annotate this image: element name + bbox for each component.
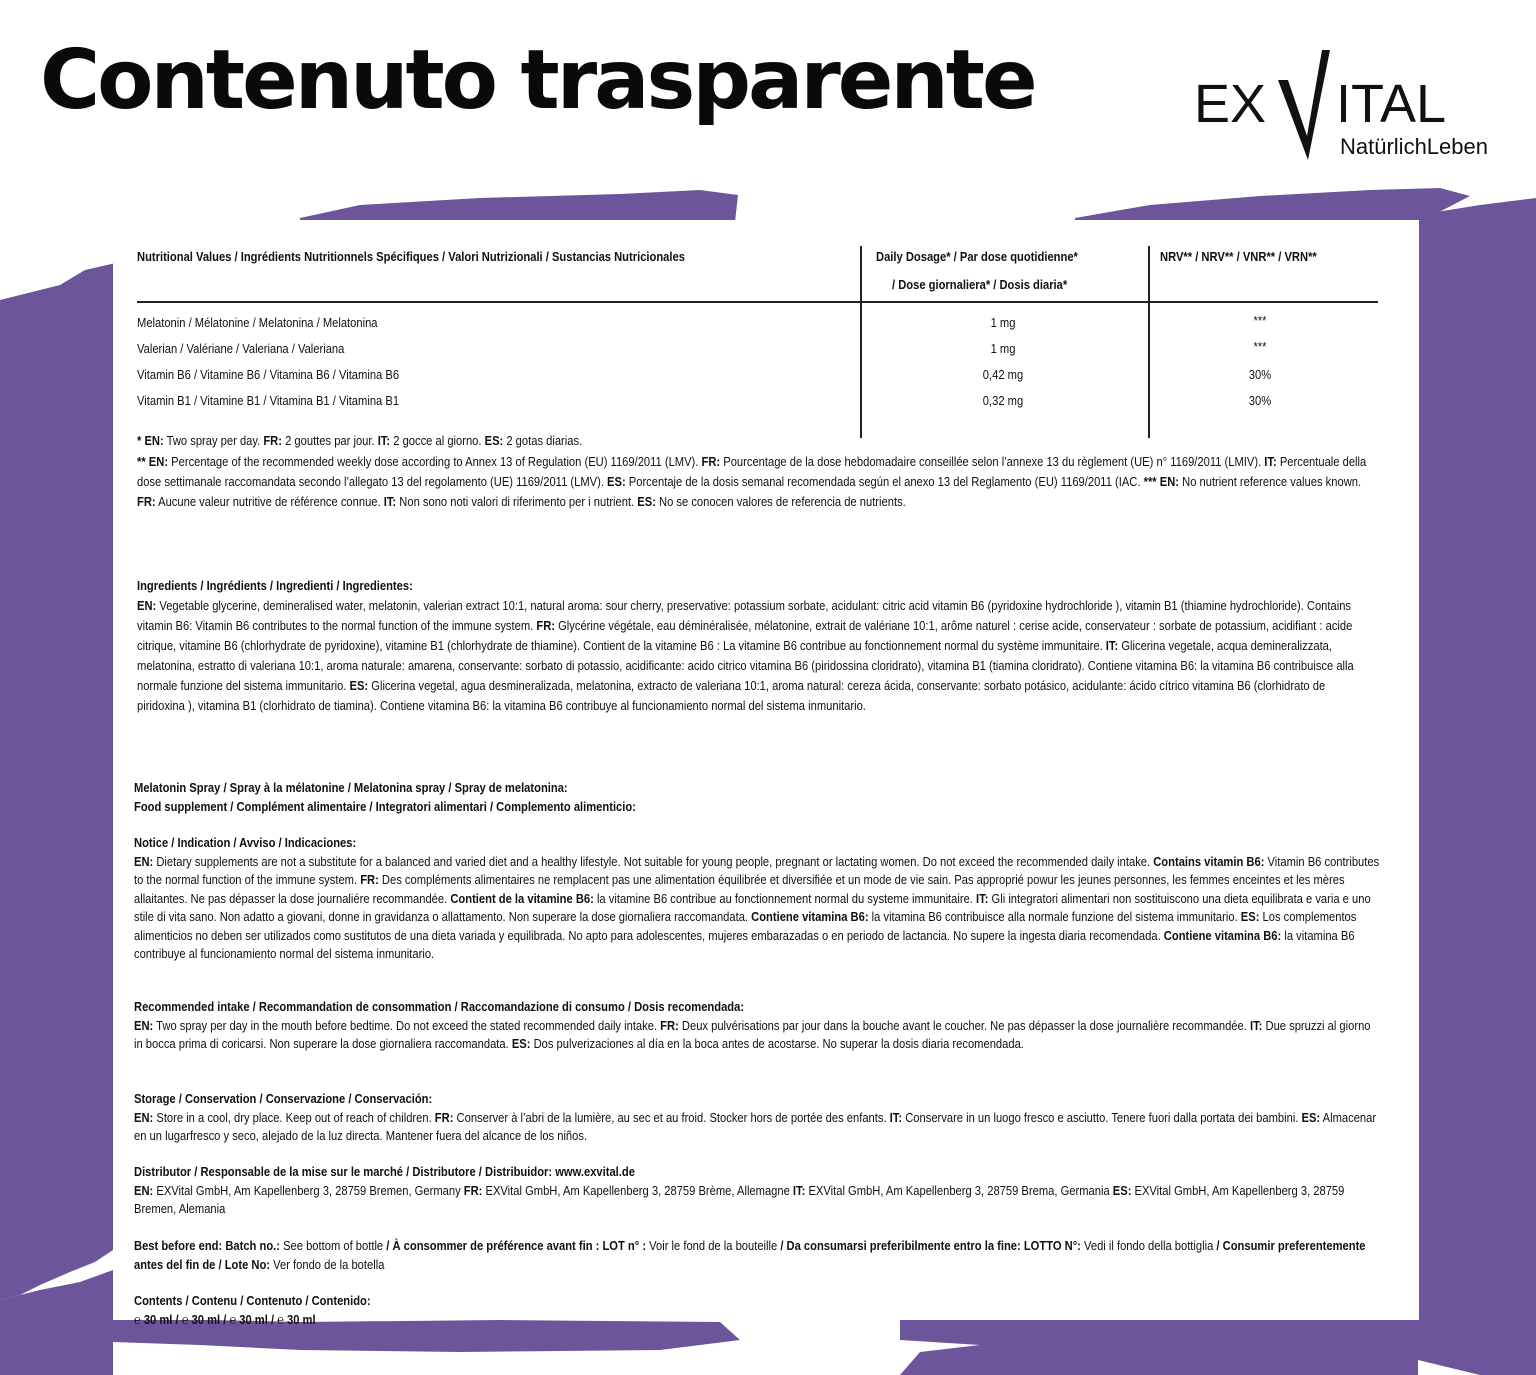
text-run: 2 gocce al giorno. [390,433,485,448]
bold-label: FR: [463,1182,483,1198]
bold-label: IT: [1105,638,1119,653]
bold-label: * EN: [137,433,164,448]
table-divider-2 [1148,246,1150,438]
section-body [134,1017,1381,1054]
section-body [134,1311,650,1330]
bold-label: ES: [484,433,504,448]
bold-label: FR: [434,1109,454,1125]
bold-label: *** EN: [1143,474,1180,489]
bold-label: / À consommer de préférence avant fin : LOT n° : [386,1238,647,1253]
table-header-nutrient: Nutritional Values / Ingrédients Nutritionnels Spécifiques / Valori Nutrizionali / Sustancias Nutricionales [137,249,685,264]
bold-label: Food supplement / Complément alimentaire / Integratori alimentari / Complemento alimenticio: [134,799,636,814]
section-body [134,1182,1381,1219]
section-notice [134,834,1381,964]
bold-label: IT: [1249,1017,1263,1033]
text-run: EXVital GmbH, Am Kapellenberg 3, 28759 Bremen, Alemania [134,1182,1345,1216]
bold-label: IT: [889,1109,903,1125]
section-ingredients [137,576,1374,716]
bold-label: FR: [536,618,556,633]
text-run: Conserver à l’abri de la lumière, au sec et au froid. Stocker hors de portée des enfants. [453,1109,890,1125]
bold-label: FR: [660,1017,679,1033]
text-run: Vedi il fondo della bottiglia [1080,1238,1217,1253]
text-run: Vitamin B6 contributes to the normal function of the immune system. [134,853,1380,887]
section-heading: Distributor / Responsable de la mise sur le marché / Distributore / Distribuidor: www.exvital.de [134,1164,635,1179]
section-product-name [134,778,1377,816]
text-run: Due spruzzi al giorno in bocca prima di coricarsi. Non superare la dose giornaliera raccomandata. [134,1017,1371,1051]
bold-label: / Da consumarsi preferibilmente entro la fine: LOTTO N°: [780,1238,1081,1253]
section-heading: Contents / Contenu / Contenuto / Contenido: [134,1293,371,1308]
row-nrv: 30% [1248,367,1272,382]
section-contents [134,1292,650,1329]
section-storage [134,1090,1381,1146]
text-run: la vitamine B6 contribue au fonctionnement normal du systeme immunitaire. [593,890,977,906]
bold-label: EN: [134,1109,154,1125]
logo-v-mark [1278,50,1330,160]
table-header-dosage-cont: / Dose giornaliera* / Dosis diaria* [892,277,1068,292]
text-run: la vitamina B6 contribuisce alla normale funzione del sistema immunitario. [868,909,1241,924]
bold-label: FR: [137,494,156,509]
row-nrv: *** [1253,339,1267,354]
text-run: No se conocen valores de referencia de nutrients. [655,494,906,509]
bold-label: / Consumir preferentemente antes del fin de / Lote No: [134,1238,1366,1272]
text-run: Gli integratori alimentari non sostituiscono una dieta equilibrata e varia e uno stile di vita sano. Non adatto a giovani, donne in gravidanza o allattamento. Non superare la dose giornaliera raccomandata. [134,890,1371,924]
text-run: EXVital GmbH, Am Kapellenberg 3, 28759 Brema, Germania [805,1182,1113,1198]
section-heading: Melatonin Spray / Spray à la mélatonine / Melatonina spray / Spray de melatonina: [134,780,568,795]
footnote-dosage [137,431,1371,451]
svg-text:NatürlichLeben: NatürlichLeben [1340,134,1488,159]
text-run: Percentuale della dose settimanale raccomandata secondo l’allegato 13 del regolamento (UE) 1169/2011 (LMV). [137,454,1367,489]
text-run: See bottom of bottle [279,1238,387,1253]
bold-label: FR: [263,433,282,448]
row-nutrient: Vitamin B6 / Vitamine B6 / Vitamina B6 / Vitamina B6 [137,367,400,382]
row-dose: 1 mg [990,341,1016,356]
bold-label: ES: [607,474,626,489]
bold-label: EN: [137,598,157,613]
text-run: 2 gotas diarias. [503,433,583,448]
text-run: Two spray per day in the mouth before bedtime. Do not exceed the stated recommended daily intake. [153,1017,661,1033]
bold-label: IT: [792,1182,806,1198]
text-run: EXVital GmbH, Am Kapellenberg 3, 28759 Bremen, Germany [153,1182,464,1198]
bold-label: FR: [360,872,379,887]
text-run: Deux pulvérisations par jour dans la bouche avant le coucher. Ne pas dépasser la dose journalière recommandée. [678,1017,1250,1033]
text-run: Dos pulverizaciones al día en la boca antes de acostarse. No superar la dosis diaria recomendada. [530,1036,1024,1051]
text-run: Percentage of the recommended weekly dose according to Annex 13 of Regulation (EU) 1169/2011 (LMV). [168,454,702,469]
section-body [134,1109,1381,1146]
text-run: Pourcentage de la dose hebdomadaire conseillée selon l’annexe 13 du règlement (UE) n° 1169/2011 (LMIV). [720,454,1265,469]
bold-label: ES: [1240,909,1260,924]
text-run: EXVital GmbH, Am Kapellenberg 3, 28759 Brème, Allemagne [482,1182,793,1198]
text-run: Ver fondo de la botella [270,1256,385,1272]
bold-label: IT: [976,890,989,906]
row-nrv: 30% [1248,393,1272,408]
bold-label: ES: [349,678,369,693]
table-header-rule [137,301,1378,303]
bold-label: EN: [134,1182,154,1198]
svg-text:ITAL: ITAL [1336,74,1447,134]
text-run: Non sono noti valori di riferimento per i nutrient. [396,494,638,509]
bold-label: ** EN: [137,454,169,469]
section-body [137,596,1374,716]
bold-label: Contient de la vitamine B6: [450,890,594,906]
section-recommended-intake [134,998,1381,1054]
text-run: Vegetable glycerine, demineralised water, melatonin, valerian extract 10:1, natural aroma: sour cherry, preservative: potassium sorbate, acidulant: citric acid vitamin B6 (pyridoxine hydrochloride ), vitamin B1 (thiamine hydrochloride). Contains vitamin B6: Vitamin B6 contributes to the normal function of the immune system. [137,598,1352,633]
section-heading: Notice / Indication / Avviso / Indicaciones: [134,835,357,850]
table-header-dosage: Daily Dosage* / Par dose quotidienne* [876,249,1078,264]
section-heading: Recommended intake / Recommandation de consommation / Raccomandazione di consumo / Dosis recomendada: [134,999,745,1014]
text-run: Aucune valeur nutritive de référence connue. [155,494,384,509]
bold-label: Best before end: Batch no.: [134,1238,280,1253]
row-nrv: *** [1253,313,1267,328]
text-run: Conservare in un luogo fresco e asciutto. Tenere fuori dalla portata dei bambini. [902,1109,1302,1125]
text-run: Los complementos alimenticios no deben ser utilizados como sustitutos de una dieta variada y equilibrada. No apto para adolescentes, mujeres embarazadas o en periodo de lactancia. No supere la ingesta diaria recomendada. [134,909,1357,943]
section-heading: Ingredients / Ingrédients / Ingredienti / Ingredientes: [137,578,413,593]
row-nutrient: Melatonin / Mélatonine / Melatonina / Melatonina [137,315,378,330]
text-run: Dietary supplements are not a substitute for a balanced and varied diet and a healthy lifestyle. Not suitable for young people, pregnant or lactating women. Do not exceed the recommended daily intake. [153,853,1154,869]
row-dose: 0,32 mg [982,393,1024,408]
table-divider-1 [860,246,862,438]
bold-label: Contiene vitamina B6: [751,909,869,924]
row-dose: 1 mg [990,315,1016,330]
text-run: Glycérine végétale, eau déminéralisée, mélatonine, extrait de valériane 10:1, arôme naturel : cerise acide, conservateur : sorbate de potassium, acidifiant : acide citrique, vitamine B6 (chlorhydrate de pyridoxine), vitamine B1 (chlorhydrate de thiamine). Contient de la vitamine B6 : La vitamine B6 contribue au fonctionnement normal du système immunitaire. [137,618,1353,653]
text-run: Des compléments alimentaires ne remplacent pas une alimentation équilibrée et diversifiée et un mode de vie sain. Pas approprié powur les jeunes personnes, les femmes enceintes et les mères allaitantes. Ne pas dépasser la dose journaliére recommandée. [134,872,1345,906]
row-nutrient: Valerian / Valériane / Valeriana / Valeriana [137,341,345,356]
text-run: la vitamina B6 contribuye al funcionamiento normal del sistema inmunitario. [134,927,1355,961]
bold-label: Contains vitamin B6: [1153,853,1265,869]
bold-label: EN: [134,853,154,869]
text-run: Two spray per day. [163,433,264,448]
section-body [134,853,1381,964]
page-title: Contenuto trasparente [40,33,1035,128]
text-run: No nutrient reference values known. [1179,474,1362,489]
text-run: Porcentaje de la dosis semanal recomendada según el anexo 13 del Reglamento (EU) 1169/2011 (IAC. [625,474,1144,489]
bold-label: IT: [377,433,391,448]
text-run: Glicerina vegetale, acqua demineralizzata, melatonina, estratto di valeriana 10:1, aroma naturale: amarena, conservante: sorbato di potassio, acidificante: acido citrico vitamina B6 (piridossina cloridrato), vitamina B1 (tiamina cloridrato). Contiene vitamina B6: la vitamina B6 contribuisce alla normale funzione del sistema immunitario. [137,638,1354,693]
bold-label: Contiene vitamina B6: [1163,927,1282,943]
section-body [134,797,1377,816]
bold-label: ES: [1112,1182,1132,1198]
bold-label: IT: [1264,454,1277,469]
section-distributor [134,1163,1381,1219]
bold-label: ES: [637,494,656,509]
svg-text:EX: EX [1194,74,1267,134]
row-dose: 0,42 mg [982,367,1024,382]
bold-label: IT: [383,494,397,509]
bold-label: ℮ 30 ml / ℮ 30 ml / ℮ 30 ml / ℮ 30 ml [134,1311,316,1327]
row-nutrient: Vitamin B1 / Vitamine B1 / Vitamina B1 / Vitamina B1 [137,393,400,408]
text-run: Glicerina vegetal, agua desmineralizada, melatonina, extracto de valeriana 10:1, aroma natural: cereza ácida, conservante: sorbato potásico, acidulante: ácido cítrico vitamina B6 (clorhidrato de piridoxina ), vitamina B1 (clorhidrato de tiamina). Contiene vitamina B6: la vitamina B6 contribuye al funcionamiento normal del sistema inmunitario. [137,678,1326,713]
footnote-nrv [137,452,1371,512]
bold-label: FR: [701,454,721,469]
bold-label: ES: [1301,1109,1321,1125]
text-run: 2 gouttes par jour. [281,433,378,448]
section-body [134,1237,1381,1274]
section-heading: Storage / Conservation / Conservazione / Conservación: [134,1091,433,1106]
section-best-before [134,1237,1381,1274]
bold-label: ES: [511,1036,531,1051]
text-run: Store in a cool, dry place. Keep out of reach of children. [153,1109,435,1125]
bold-label: EN: [134,1017,154,1033]
text-run: Almacenar en un lugarfresco y seco, alejado de la luz directa. Mantener fuera del alcance de los niños. [134,1109,1377,1143]
exvital-logo [1190,40,1510,165]
table-header-nrv: NRV** / NRV** / VNR** / VRN** [1160,249,1317,264]
text-run: Voir le fond de la bouteille [646,1238,781,1253]
